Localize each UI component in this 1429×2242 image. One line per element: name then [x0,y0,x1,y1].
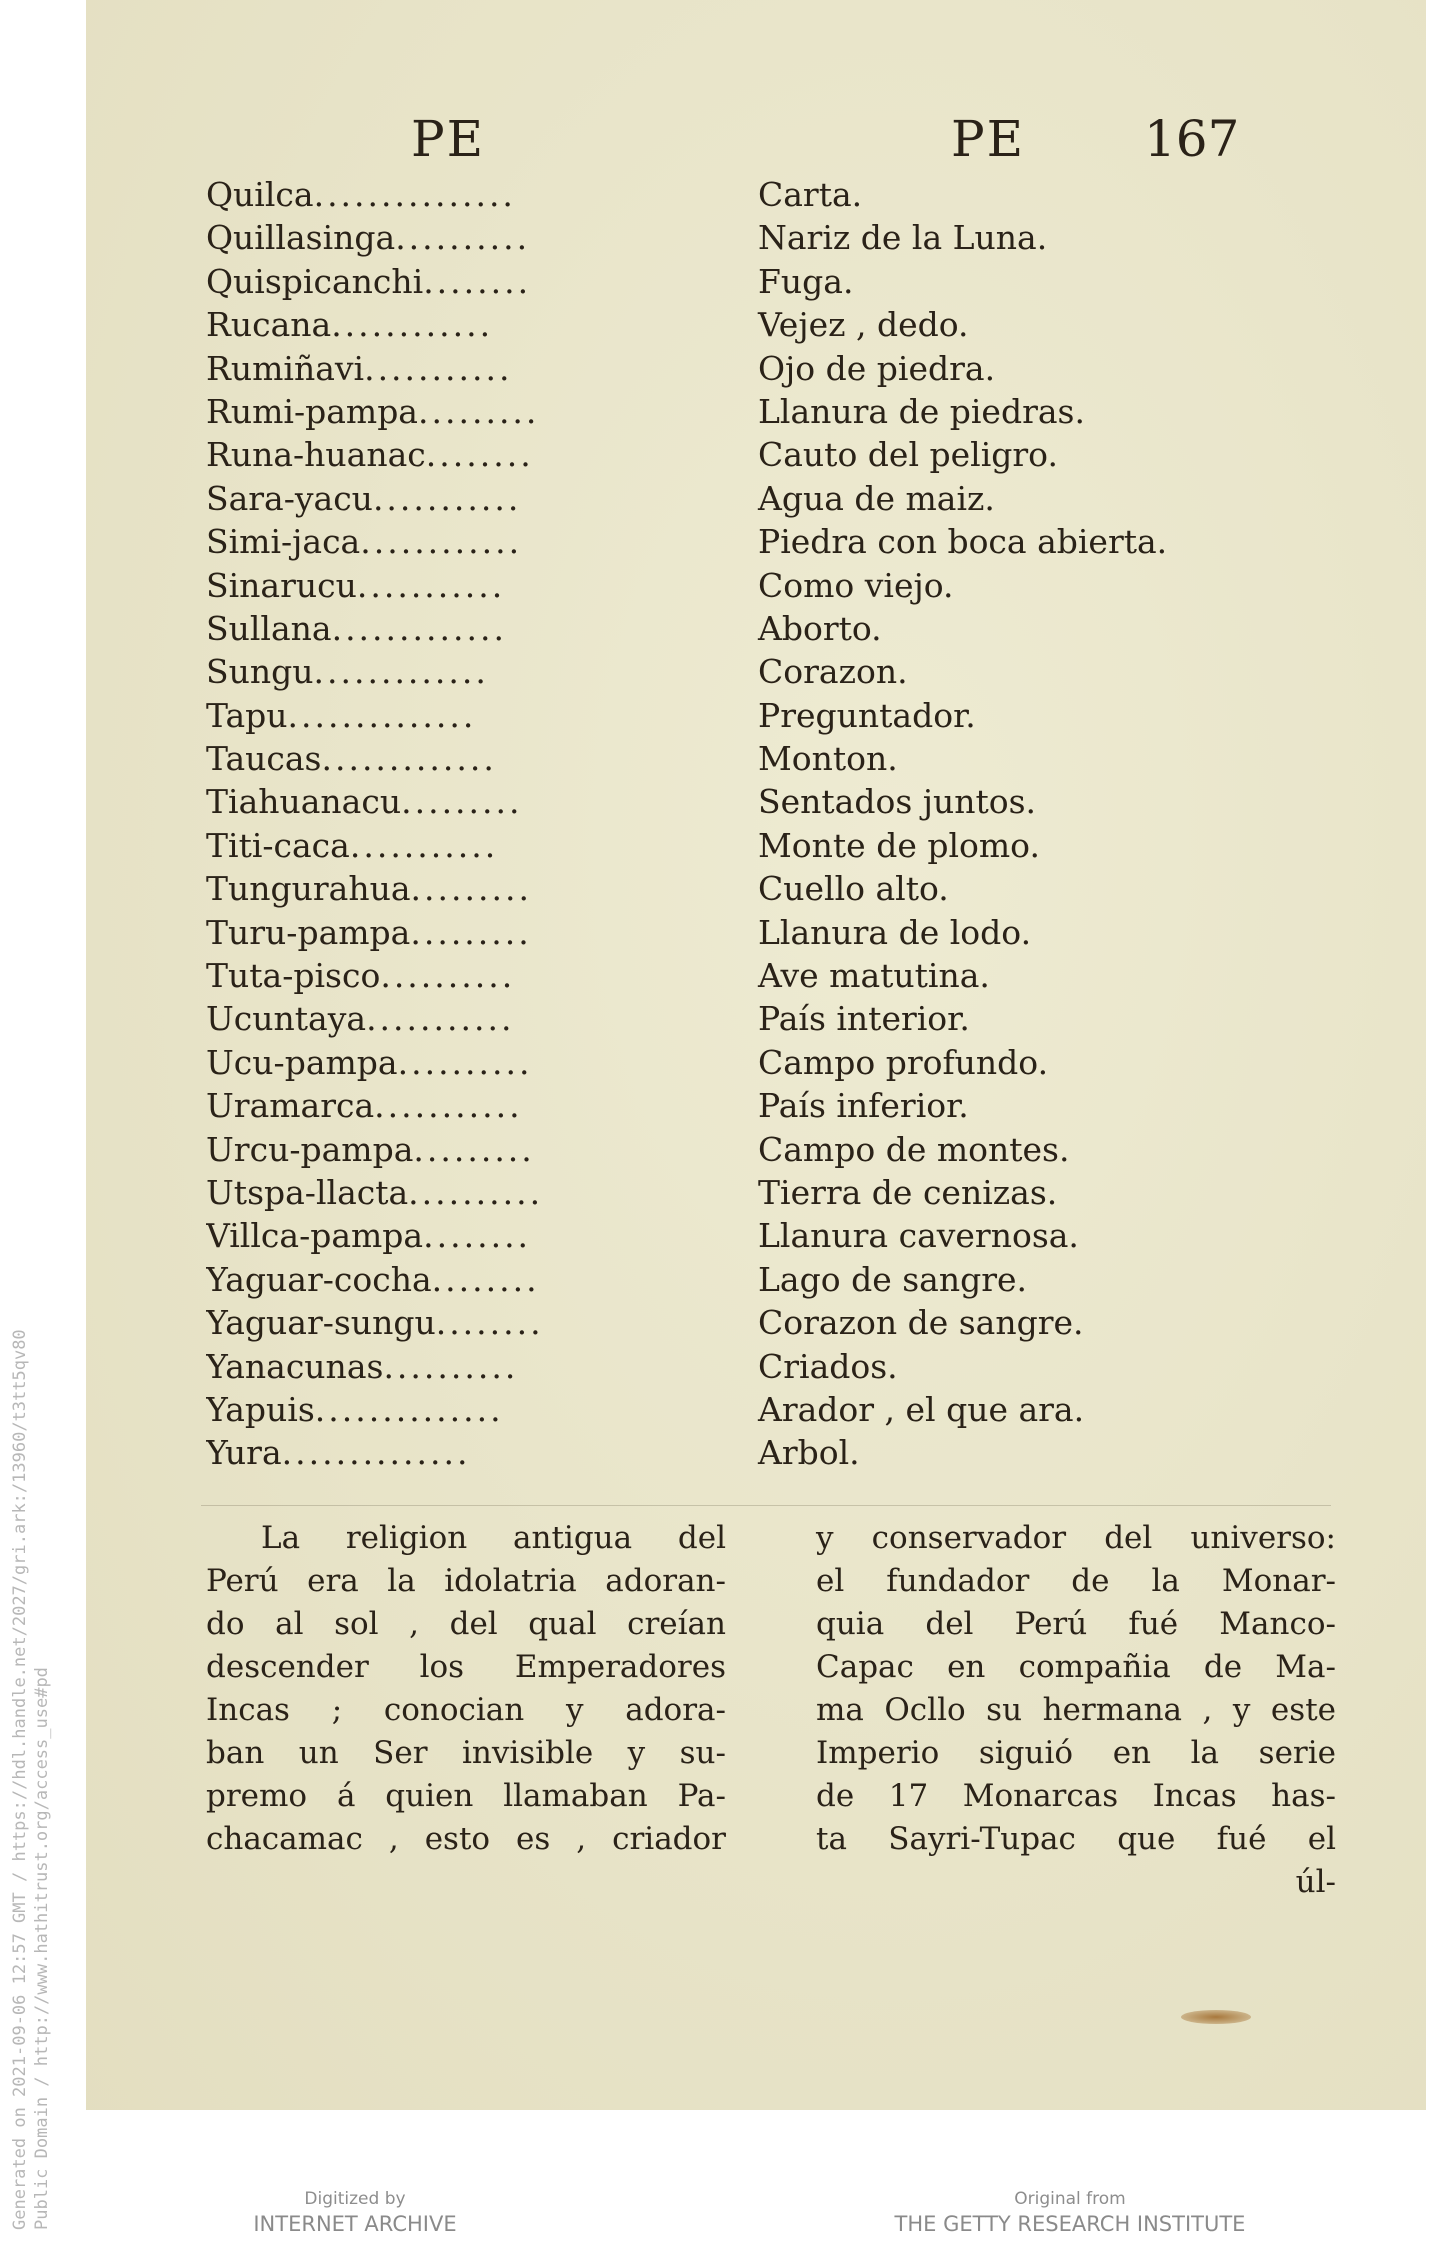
section-divider [201,1505,1331,1506]
glossary-entry [206,1345,1306,1388]
glossary-entry [206,1301,1306,1344]
glossary-meaning: Aborto. [758,608,882,648]
glossary-leader-dots: ........... [356,565,506,605]
glossary-term [206,347,636,390]
glossary-term [206,390,636,433]
prose-line: y conservador del universo: [816,1520,1336,1556]
glossary-term-text: Ucuntaya [206,999,367,1039]
glossary-term [206,737,636,780]
glossary-term-text: Titi-caca [206,825,350,865]
prose-line: úl- [1295,1864,1336,1900]
glossary-term-text: Uramarca [206,1086,375,1126]
prose-line: chacamac , esto es , criador [206,1821,726,1857]
glossary-meaning: Agua de maiz. [758,478,995,518]
glossary-term [206,1388,636,1431]
glossary-leader-dots: .......... [408,1172,544,1212]
glossary-leader-dots: ........... [349,825,499,865]
glossary-meaning: Corazon de sangre. [758,1303,1084,1343]
glossary-meaning: Vejez , dedo. [758,305,969,345]
glossary-term [206,303,636,346]
glossary-term-text: Taucas [206,739,322,779]
glossary-term-text: Runa-huanac [206,435,426,475]
prose-line: Capac en compañia de Ma- [816,1649,1336,1685]
glossary-term-text: Urcu-pampa [206,1129,414,1169]
glossary-entry [206,1041,1306,1084]
glossary-term [206,1171,636,1214]
glossary-leader-dots: .............. [314,1389,504,1429]
glossary-meaning: Corazon. [758,652,908,692]
glossary-term-text: Yanacunas [206,1346,384,1386]
glossary-term-text: Tungurahua [206,869,411,909]
glossary-leader-dots: ............. [313,652,489,692]
glossary-entry [206,824,1306,867]
glossary-meaning: Ave matutina. [758,956,990,996]
glossary-term-text: Tapu [206,695,288,735]
glossary-term [206,824,636,867]
glossary-term [206,1084,636,1127]
prose-line: de 17 Monarcas Incas has- [816,1778,1336,1814]
glossary-leader-dots: ............... [313,175,516,214]
glossary-entry [206,694,1306,737]
glossary-leader-dots: .......... [397,1042,533,1082]
glossary-entry [206,1128,1306,1171]
glossary-entry [206,173,1306,216]
glossary-leader-dots: ........ [423,1216,532,1256]
glossary-term-text: Rumi-pampa [206,391,418,431]
glossary-term [206,564,636,607]
glossary-entry [206,564,1306,607]
glossary-term [206,694,636,737]
glossary-meaning: Monton. [758,739,898,779]
glossary-meaning: Llanura cavernosa. [758,1216,1079,1256]
glossary-leader-dots: ......... [418,391,540,431]
glossary-meaning: Preguntador. [758,695,976,735]
glossary-entry [206,477,1306,520]
glossary-term-text: Quispicanchi [206,261,424,301]
prose-line: ta Sayri-Tupac que fué el [816,1821,1336,1857]
glossary-leader-dots: .......... [395,218,531,258]
prose-line: ma Ocllo su hermana , y este [816,1692,1336,1728]
prose-line: Imperio siguió en la serie [816,1735,1336,1771]
glossary-entry [206,650,1306,693]
glossary-leader-dots: ........... [372,478,522,518]
glossary-entry [206,520,1306,563]
glossary-term-text: Tuta-pisco [206,956,381,996]
glossary-leader-dots: ........... [366,999,515,1039]
glossary-term-text: Turu-pampa [206,912,411,952]
glossary-leader-dots: ......... [410,869,532,909]
glossary-list [206,173,1306,1475]
glossary-entry [206,433,1306,476]
prose-line: quia del Perú fué Manco- [816,1606,1336,1642]
glossary-entry [206,737,1306,780]
page-number: 167 [1144,110,1240,168]
glossary-leader-dots: ........ [435,1303,544,1343]
prose-line: do al sol , del qual creían [206,1606,726,1642]
footer-original-source: THE GETTY RESEARCH INSTITUTE [894,2212,1246,2236]
prose-column-left [206,1517,726,1904]
glossary-term-text: Sara-yacu [206,478,373,518]
header-right: PE [951,110,1026,168]
watermark-line-1: Generated on 2021-09-06 12:57 GMT / https://hdl.handle.net/2027/gri.ark:/13960/t3tt5qv80 [10,1329,30,2230]
glossary-meaning: Como viejo. [758,565,954,605]
glossary-term-text: Sullana [206,608,332,648]
glossary-leader-dots: ............ [360,522,523,562]
footer-original-from [860,2188,1280,2238]
glossary-term [206,607,636,650]
glossary-meaning: Campo de montes. [758,1129,1070,1169]
glossary-entry [206,1431,1306,1474]
glossary-term-text: Yura [206,1433,282,1473]
glossary-leader-dots: ......... [413,1129,535,1169]
paper-stain [1181,2010,1251,2024]
scanned-page [86,0,1426,2110]
prose-column-right [816,1517,1336,1904]
glossary-entry [206,1214,1306,1257]
glossary-entry [206,1084,1306,1127]
glossary-leader-dots: ........ [431,1259,540,1299]
glossary-term [206,216,636,259]
glossary-term [206,1345,636,1388]
glossary-term-text: Quillasinga [206,218,396,258]
glossary-term-text: Sinarucu [206,565,357,605]
glossary-term [206,1128,636,1171]
glossary-term [206,433,636,476]
glossary-term [206,997,636,1040]
glossary-entry [206,997,1306,1040]
glossary-leader-dots: .......... [383,1346,519,1386]
prose-line: ban un Ser invisible y su- [206,1735,726,1771]
prose-line: La religion antigua del [261,1520,726,1556]
glossary-entry [206,607,1306,650]
glossary-leader-dots: .............. [287,695,477,735]
glossary-meaning: Llanura de piedras. [758,391,1085,431]
glossary-term-text: Simi-jaca [206,522,361,562]
glossary-meaning: Tierra de cenizas. [758,1172,1058,1212]
prose-line: descender los Emperadores [206,1649,726,1685]
glossary-term [206,650,636,693]
glossary-term-text: Yapuis [206,1389,315,1429]
prose-line: premo á quien llamaban Pa- [206,1778,726,1814]
glossary-meaning: Arbol. [758,1433,860,1473]
glossary-term-text: Sungu [206,652,314,692]
glossary-meaning: Fuga. [758,261,854,301]
glossary-meaning: Lago de sangre. [758,1259,1027,1299]
glossary-entry [206,780,1306,823]
glossary-term [206,954,636,997]
glossary-entry [206,1258,1306,1301]
glossary-term [206,1214,636,1257]
glossary-entry [206,347,1306,390]
glossary-leader-dots: ........... [364,348,513,388]
glossary-term-text: Rucana [206,305,332,345]
glossary-term-text: Ucu-pampa [206,1042,398,1082]
glossary-meaning: País interior. [758,999,970,1039]
glossary-leader-dots: ............. [321,739,497,779]
footer-digitized-by [230,2188,480,2238]
glossary-meaning: Monte de plomo. [758,825,1040,865]
glossary-term [206,867,636,910]
glossary-term [206,520,636,563]
glossary-meaning: Carta. [758,175,863,214]
footer-digitized-label: Digitized by [304,2189,406,2209]
glossary-leader-dots: .............. [281,1433,471,1473]
glossary-leader-dots: ......... [410,912,532,952]
glossary-meaning: Nariz de la Luna. [758,218,1048,258]
glossary-leader-dots: ............. [331,608,507,648]
glossary-meaning: Piedra con boca abierta. [758,522,1168,562]
footer-original-label: Original from [1014,2189,1126,2209]
glossary-term [206,260,636,303]
glossary-meaning: Cauto del peligro. [758,435,1058,475]
glossary-leader-dots: .......... [380,956,516,996]
glossary-entry [206,954,1306,997]
glossary-term-text: Yaguar-sungu [206,1303,436,1343]
glossary-term-text: Yaguar-cocha [206,1259,432,1299]
glossary-entry [206,867,1306,910]
glossary-leader-dots: ........... [374,1086,523,1126]
glossary-term-text: Quilca [206,175,314,214]
glossary-leader-dots: ......... [401,782,523,822]
glossary-meaning: Criados. [758,1346,898,1386]
glossary-leader-dots: ............ [331,305,494,345]
glossary-meaning: País inferior. [758,1086,969,1126]
hathitrust-watermark [0,1102,60,2242]
glossary-meaning: Campo profundo. [758,1042,1049,1082]
glossary-term [206,477,636,520]
glossary-meaning: Cuello alto. [758,869,949,909]
glossary-term [206,1431,636,1474]
prose-line: Perú era la idolatria adoran- [206,1563,726,1599]
prose-section [206,1517,1336,1904]
glossary-term [206,911,636,954]
glossary-meaning: Ojo de piedra. [758,348,996,388]
glossary-meaning: Sentados juntos. [758,782,1037,822]
glossary-term [206,780,636,823]
glossary-term-text: Utspa-llacta [206,1172,409,1212]
prose-line: Incas ; conocian y adora- [206,1692,726,1728]
header-left: PE [411,110,486,168]
glossary-entry [206,303,1306,346]
glossary-term-text: Villca-pampa [206,1216,424,1256]
glossary-term [206,1041,636,1084]
glossary-entry [206,1388,1306,1431]
glossary-term [206,1301,636,1344]
glossary-entry [206,390,1306,433]
glossary-entry [206,911,1306,954]
glossary-meaning: Llanura de lodo. [758,912,1032,952]
glossary-term [206,1258,636,1301]
footer-digitized-source: INTERNET ARCHIVE [253,2212,457,2236]
glossary-leader-dots: ........ [425,435,534,475]
watermark-line-2: Public Domain / http://www.hathitrust.org/access_use#pd [32,1667,52,2230]
prose-line: el fundador de la Monar- [816,1563,1336,1599]
glossary-term-text: Tiahuanacu [206,782,402,822]
glossary-entry [206,260,1306,303]
glossary-entry [206,216,1306,259]
glossary-term [206,173,636,216]
glossary-entry [206,1171,1306,1214]
glossary-leader-dots: ........ [423,261,532,301]
running-header [86,110,1426,180]
glossary-meaning: Arador , el que ara. [758,1389,1085,1429]
glossary-term-text: Rumiñavi [206,348,365,388]
